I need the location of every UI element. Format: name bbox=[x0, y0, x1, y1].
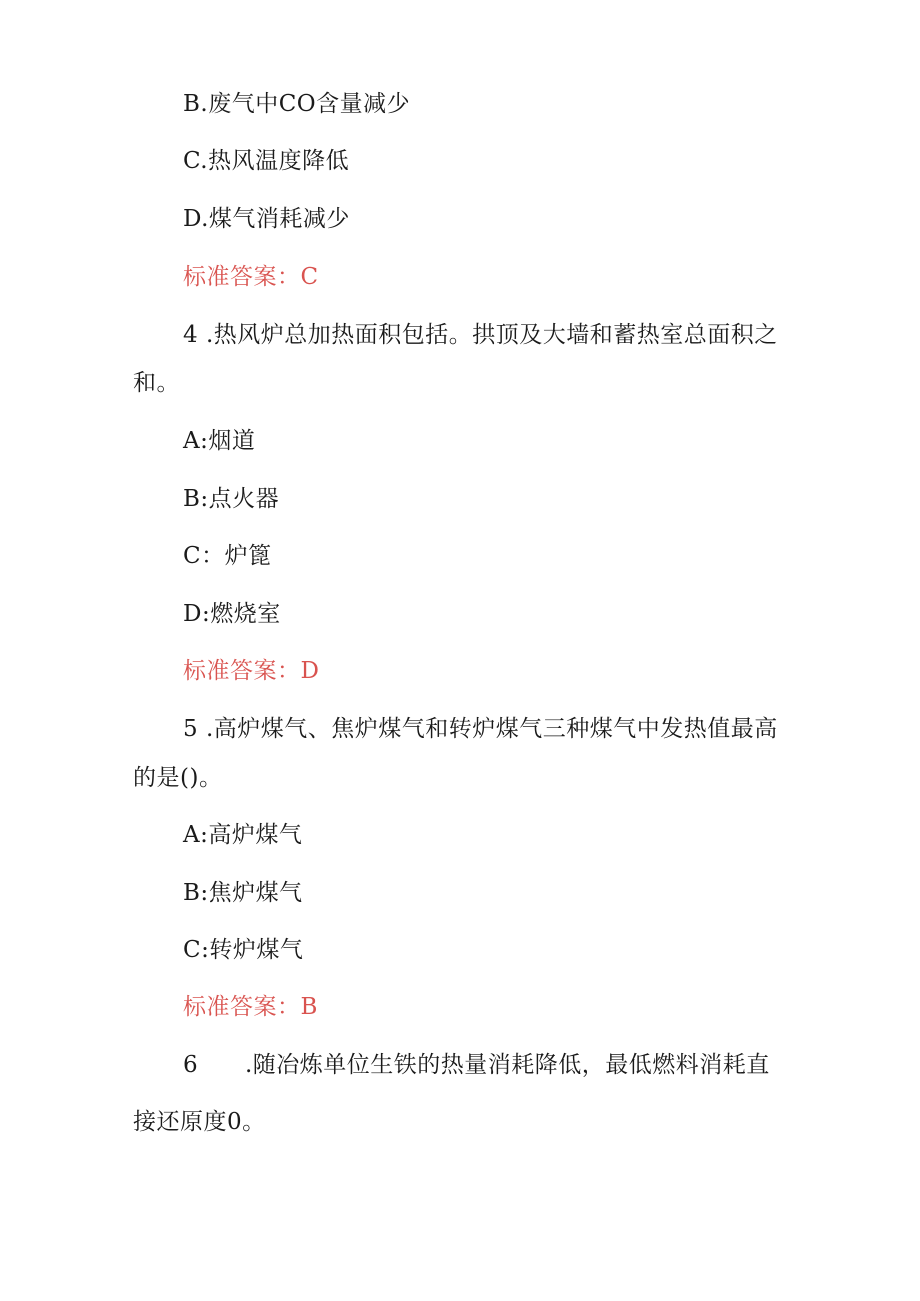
q3-option-b: B.废气中CO含量减少 bbox=[183, 91, 411, 117]
q4-option-a: A:烟道 bbox=[183, 428, 256, 454]
q3-option-c: C.热风温度降低 bbox=[183, 148, 350, 174]
q5-stem-line1: 5 .高炉煤气、焦炉煤气和转炉煤气三种煤气中发热值最高 bbox=[183, 716, 778, 742]
q5-answer: 标准答案：B bbox=[183, 994, 318, 1020]
q6-stem-line2: 接还原度0。 bbox=[133, 1109, 266, 1135]
q3-answer: 标准答案：C bbox=[183, 264, 319, 290]
q5-option-c: C:转炉煤气 bbox=[183, 937, 304, 963]
q3-option-d: D.煤气消耗减少 bbox=[183, 206, 350, 232]
q5-stem-line2: 的是()。 bbox=[133, 765, 223, 791]
q4-option-d: D:燃烧室 bbox=[183, 601, 281, 627]
q5-option-a: A:高炉煤气 bbox=[183, 822, 303, 848]
q4-stem-line1: 4 .热风炉总加热面积包括。拱顶及大墙和蓄热室总面积之 bbox=[183, 322, 778, 348]
q5-option-b: B:焦炉煤气 bbox=[183, 880, 303, 906]
q4-option-c: C：炉篦 bbox=[183, 543, 272, 569]
q6-stem-line1: 6 .随冶炼单位生铁的热量消耗降低，最低燃料消耗直 bbox=[183, 1052, 770, 1078]
q4-stem-line2: 和。 bbox=[133, 370, 180, 396]
q4-option-b: B:点火器 bbox=[183, 486, 280, 512]
q4-answer: 标准答案：D bbox=[183, 658, 320, 684]
